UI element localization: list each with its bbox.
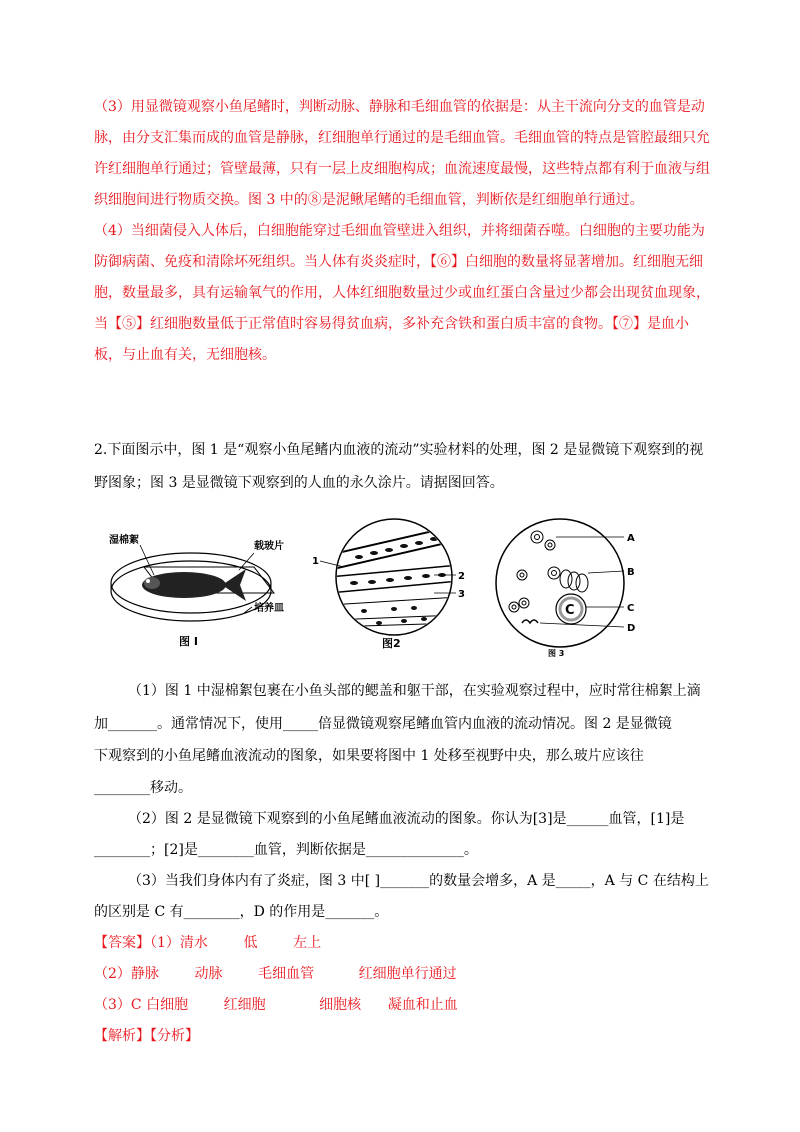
figure-3-label-a: A bbox=[627, 533, 635, 544]
figure-3-smear bbox=[496, 519, 624, 647]
figure-1-label-slide: 载玻片 bbox=[254, 541, 284, 552]
question-1-line-3: 下观察到的小鱼尾鳍血液流动的图象，如果要将图中 1 处移至视野中央，那么玻片应该往 bbox=[94, 748, 644, 764]
figures-svg bbox=[104, 515, 704, 665]
question-2-line-1: （2）图 2 是显微镜下观察到的小鱼尾鳍血液流动的图象。你认为[3]是______血管，[1]是 bbox=[128, 811, 685, 827]
figure-3-label-b: B bbox=[627, 567, 635, 578]
analysis-paragraph-3: （3）用显微镜观察小鱼尾鳍时，判断动脉、静脉和毛细血管的依据是：从主干流向分支的血管是动脉，由分支汇集而成的血管是静脉，红细胞单行通过的是毛细血管。毛细血管的特点是管腔最细只允许红细胞单行通过；管壁最薄，只有一层上皮细胞构成；血流速度最慢，这些特点都有利于血液与组织细胞间进行物质交换。图 3 中的⑧是泥鳅尾鳍的毛细血管，判断依是红细胞单行通过。 bbox=[94, 99, 710, 208]
question-2-line-2: ________；[2]是________血管，判断依据是______________。 bbox=[94, 842, 478, 858]
question-1-line-1: （1）图 1 中湿棉絮包裹在小鱼头部的鳃盖和躯干部，在实验观察过程中，应时常往棉絮上滴 bbox=[128, 683, 701, 699]
figure-2-number-2: 2 bbox=[458, 571, 465, 582]
figure-2-number-1: 1 bbox=[312, 556, 319, 567]
question-1-line-2: 加_______。通常情况下，使用_____倍显微镜观察尾鳍血管内血液的流动情况。图 2 是显微镜 bbox=[94, 716, 672, 732]
figure-3-label-c: C bbox=[627, 603, 635, 614]
figure-2-caption: 图2 bbox=[382, 637, 401, 650]
analysis-paragraph-4: （4）当细菌侵入人体后，白细胞能穿过毛细血管壁进入组织，并将细菌吞噬。白细胞的主要功能为防御病菌、免疫和清除坏死组织。当人体有炎炎症时，【⑥】白细胞的数量将显著增加。红细胞无细胞，数量最多，具有运输氧气的作用，人体红细胞数量过少或血红蛋白含量过少都会出现贫血现象，当【⑤】红细胞数量低于正常值时容易得贫血病，多补充含铁和蛋白质丰富的食物。【⑦】是血小板，与止血有关，无细胞核。 bbox=[94, 223, 710, 363]
answer-line-2: （2）静脉 动脉 毛细血管 红细胞单行通过 bbox=[94, 966, 457, 982]
answer-line-1: 【答案】（1）清水 低 左上 bbox=[94, 935, 322, 951]
figure-1-label-dish: 培养皿 bbox=[254, 603, 284, 614]
figure-3-caption: 图 3 bbox=[548, 649, 565, 658]
answer-line-3: （3）C 白细胞 红细胞 细胞核 凝血和止血 bbox=[94, 997, 458, 1013]
question-3-line-2: 的区别是 C 有________，D 的作用是_______。 bbox=[94, 904, 389, 920]
question-3-line-1: （3）当我们身体内有了炎症，图 3 中[ ]_______的数量会增多，A 是_____，A 与 C 在结构上 bbox=[128, 873, 709, 889]
analysis-heading: 【解析】【分析】 bbox=[94, 1028, 199, 1044]
figures-row bbox=[104, 515, 704, 665]
figure-2-number-3: 3 bbox=[458, 589, 465, 600]
figure-3-c-inner-label: C bbox=[565, 603, 575, 618]
figure-2-field bbox=[320, 519, 459, 635]
figure-3-label-d: D bbox=[627, 623, 636, 634]
figure-1-label-cotton: 湿棉絮 bbox=[109, 535, 139, 546]
figure-1-dish bbox=[111, 545, 274, 621]
question-stem: 2.下面图示中，图 1 是“观察小鱼尾鳍内血液的流动”实验材料的处理，图 2 是显微镜下观察到的视野图象；图 3 是显微镜下观察到的人血的永久涂片。请据图回答。 bbox=[94, 442, 704, 491]
figure-1-caption: 图 I bbox=[179, 635, 198, 648]
question-1-line-4: ________移动。 bbox=[94, 780, 192, 796]
